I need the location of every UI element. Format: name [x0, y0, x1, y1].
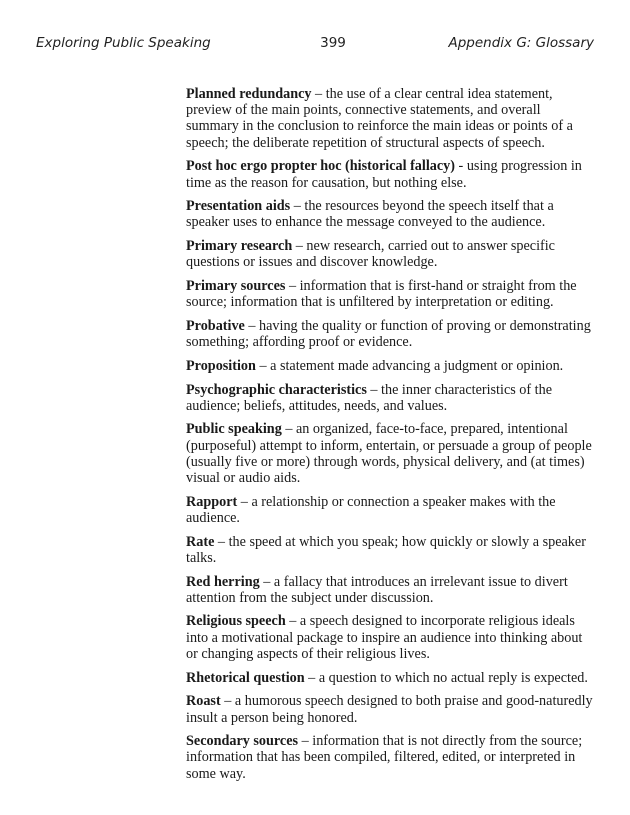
term-separator: –: [255, 357, 271, 374]
glossary-entry: [186, 278, 594, 310]
glossary-definition: using progression in time as the reason for causation, but nothing else.: [186, 158, 582, 191]
glossary-term: Rate: [186, 533, 215, 550]
glossary-term: Rhetorical question: [186, 669, 305, 686]
glossary-definition: a question to which no actual reply is expected.: [318, 669, 588, 686]
glossary-entry: [186, 494, 594, 526]
glossary-term: Psychographic characteristics: [186, 381, 367, 398]
glossary-term: Planned redundancy: [186, 86, 312, 102]
glossary-entry: [186, 382, 594, 414]
running-header: [36, 35, 594, 55]
glossary-entry: [186, 534, 594, 566]
term-separator: –: [281, 421, 296, 438]
glossary-entry: [186, 158, 594, 190]
glossary-entry: [186, 318, 594, 350]
glossary-entry: [186, 670, 594, 686]
glossary-definition: a speech designed to incorporate religious ideals into a motivational package to inspire an audience into thinking about or changing aspects of their religious lives.: [186, 613, 583, 662]
term-separator: –: [311, 86, 326, 102]
glossary-term: Secondary sources: [186, 733, 299, 750]
book-title: Exploring Public Speaking: [36, 35, 211, 51]
glossary-entry: [186, 358, 594, 374]
glossary-term: Roast: [186, 693, 221, 710]
glossary-entry: [186, 733, 594, 782]
glossary-entry: [186, 693, 594, 725]
glossary-term: Probative: [186, 317, 245, 334]
term-separator: –: [214, 533, 229, 550]
glossary-term: Proposition: [186, 357, 256, 374]
glossary-definition: the speed at which you speak; how quickly or slowly a speaker talks.: [186, 533, 586, 566]
glossary-term: Religious speech: [186, 613, 286, 630]
glossary-entry: [186, 238, 594, 270]
glossary-term: Primary sources: [186, 278, 286, 295]
glossary-entry: [186, 421, 594, 486]
term-separator: –: [285, 613, 300, 630]
term-separator: -: [455, 158, 467, 175]
term-separator: –: [237, 493, 252, 510]
term-separator: –: [244, 317, 260, 334]
term-separator: –: [290, 198, 305, 215]
term-separator: –: [366, 381, 382, 398]
glossary-definition: the use of a clear central idea statement, preview of the main points, connective statements, and overall summary in the conclusion to reinforce the main ideas or points of a speech; the deliberate repetition of structural aspects of speech.: [186, 86, 573, 151]
glossary-list: [186, 86, 594, 789]
page-number: 399: [320, 35, 346, 51]
glossary-definition: information that is first-hand or straight from the source; information that is unfiltered by interpretation or editing.: [186, 278, 577, 311]
glossary-term: Rapport: [186, 493, 238, 510]
term-separator: –: [259, 573, 274, 590]
term-separator: –: [220, 693, 235, 710]
term-separator: –: [304, 669, 319, 686]
glossary-term: Post hoc ergo propter hoc (historical fallacy): [186, 158, 455, 175]
glossary-definition: information that is not directly from the source; information that has been compiled, filtered, edited, or interpreted in some way.: [186, 733, 583, 782]
glossary-entry: [186, 198, 594, 230]
glossary-entry: [186, 86, 594, 151]
glossary-definition: having the quality or function of proving or demonstrating something; affording proof or evidence.: [186, 317, 591, 351]
glossary-term: Presentation aids: [186, 198, 291, 215]
glossary-definition: a relationship or connection a speaker makes with the audience.: [186, 493, 556, 526]
glossary-definition: the resources beyond the speech itself that a speaker uses to enhance the message conveyed to the audience.: [186, 198, 554, 231]
term-separator: –: [292, 238, 307, 255]
glossary-definition: a fallacy that introduces an irrelevant issue to divert attention from the subject under discussion.: [186, 573, 568, 606]
glossary-term: Primary research: [186, 238, 293, 255]
glossary-term: Public speaking: [186, 421, 282, 438]
glossary-definition: a statement made advancing a judgment or opinion.: [270, 357, 564, 374]
glossary-definition: a humorous speech designed to both praise and good-naturedly insult a person being honored.: [186, 693, 593, 726]
glossary-entry: [186, 574, 594, 606]
glossary-definition: the inner characteristics of the audience; beliefs, attitudes, needs, and values.: [186, 381, 553, 414]
glossary-entry: [186, 613, 594, 662]
glossary-definition: an organized, face-to-face, prepared, intentional (purposeful) attempt to inform, entertain, or persuade a group of people (usually five or more) through words, physical delivery, and (at times) visual or audio aids.: [186, 421, 592, 487]
glossary-definition: new research, carried out to answer specific questions or issues and discover knowledge.: [186, 238, 555, 271]
glossary-term: Red herring: [186, 573, 260, 590]
term-separator: –: [298, 733, 313, 750]
term-separator: –: [285, 278, 300, 295]
section-title: Appendix G: Glossary: [448, 35, 594, 51]
